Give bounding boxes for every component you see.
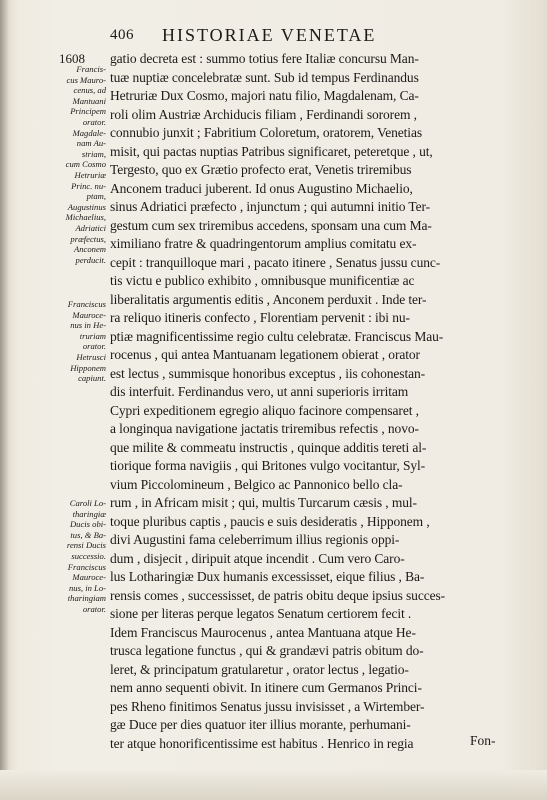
gutter-shadow bbox=[0, 0, 10, 800]
margin-note-1: Francis- cus Mauro- cenus, ad Mantuani Principem orator. Magdale- nam Au- striam, cum Cosmo Hetruriæ Princ. nu- ptam, Augustinus Michaelius, Adriatici præfectus, Anconem perducit. bbox=[65, 64, 106, 265]
bottom-shadow bbox=[0, 770, 547, 800]
margin-note-2: Franciscus Mauroce- nus in He- truriam orator. Hetrusci Hipponem capiunt. bbox=[67, 299, 106, 384]
catchword: Fon- bbox=[470, 733, 496, 748]
page-number: 406 bbox=[110, 27, 134, 43]
page-header bbox=[110, 27, 540, 49]
body-text: gatio decreta est : summo totius fere Italiæ concursu Man- tuæ nuptiæ concelebratæ sunt. Sub id tempus Ferdinandus Hetruriæ Dux Cosmo, majori natu filio, Magdalenam, Ca- roli olim Austriæ Archiducis filiam , Ferdinandi sororem , connubio junxit ; Fabritium Coloretum, oratorem, Venetias misit, qui pactas nuptias Patribus significaret, peteretque , ut, Tergesto, quo ex Grætio profecto erat, Venetis triremibus Anconem traduci juberent. Id onus Augustino Michaelio, sinus Adriatici præfecto , injunctum ; qui autumni initio Ter- gestum cum sex triremibus accedens, sponsam una cum Ma- ximiliano fratre & quadringentorum amplius comitatu ex- cepit : tranquilloque mari , pacato itinere , Senatus jussu cunc- tis victu e publico exhibito , omnibusque munificentiæ ac liberalitatis argumentis editis , Anconem perduxit . Inde ter- ra reliquo itineris confecto , Florentiam pervenit : ibi nu- ptiæ magnificentissime regio cultu celebratæ. Franciscus Mau- rocenus , qui antea Mantuanam legationem obierat , orator est lectus , summisque honoribus exceptus , iis cohonestan- dis interfuit. Ferdinandus vero, ut anni superioris irritam Cypri expeditionem egregio aliquo facinore compensaret , a longinqua navigatione jactatis triremibus refectis , novo- que milite & commeatu instructis , quinque additis tereti al- tiorique forma navigiis , qui Britones vulgo vocitantur, Syl- vium Piccolomineum , Belgico ac Pannonico bello cla- rum , in Africam misit ; qui, multis Turcarum cæsis , mul- toque pluribus captis , paucis e suis desideratis , Hipponem , divi Augustini fama celeberrimum illius regionis oppi- dum , disjecit , diripuit atque incendit . Cum vero Caro- lus Lotharingiæ Dux humanis excessisset, eique filius , Ba- rensis comes , successisset, de patris obitu deque ipsius succes- sione per literas perque legatos Senatum certiorem fecit . Idem Franciscus Maurocenus , antea Mantuana atque He- trusca legatione functus , qui & grandævi patris obitum do- leret, & principatum gratularetur , orator lectus , legatio- nem anno sequenti obivit. In itinere cum Germanos Princi- pes Rheno finitimos Senatus jussu invisisset , a Wirtember- gæ Duce per dies quatuor iter illius morante, perhumani- ter atque honorificentissime est habitus . Henrico in regia bbox=[110, 51, 446, 751]
running-title: HISTORIAE VENETAE bbox=[162, 25, 377, 45]
margin-year: 1608 bbox=[59, 51, 85, 66]
margin-note-3: Caroli Lo- tharingiæ Ducis obi- tus, & Ba- rensi Ducis successio. Franciscus Mauroce- nus, in Lo- tharingiam orator. bbox=[66, 498, 106, 614]
